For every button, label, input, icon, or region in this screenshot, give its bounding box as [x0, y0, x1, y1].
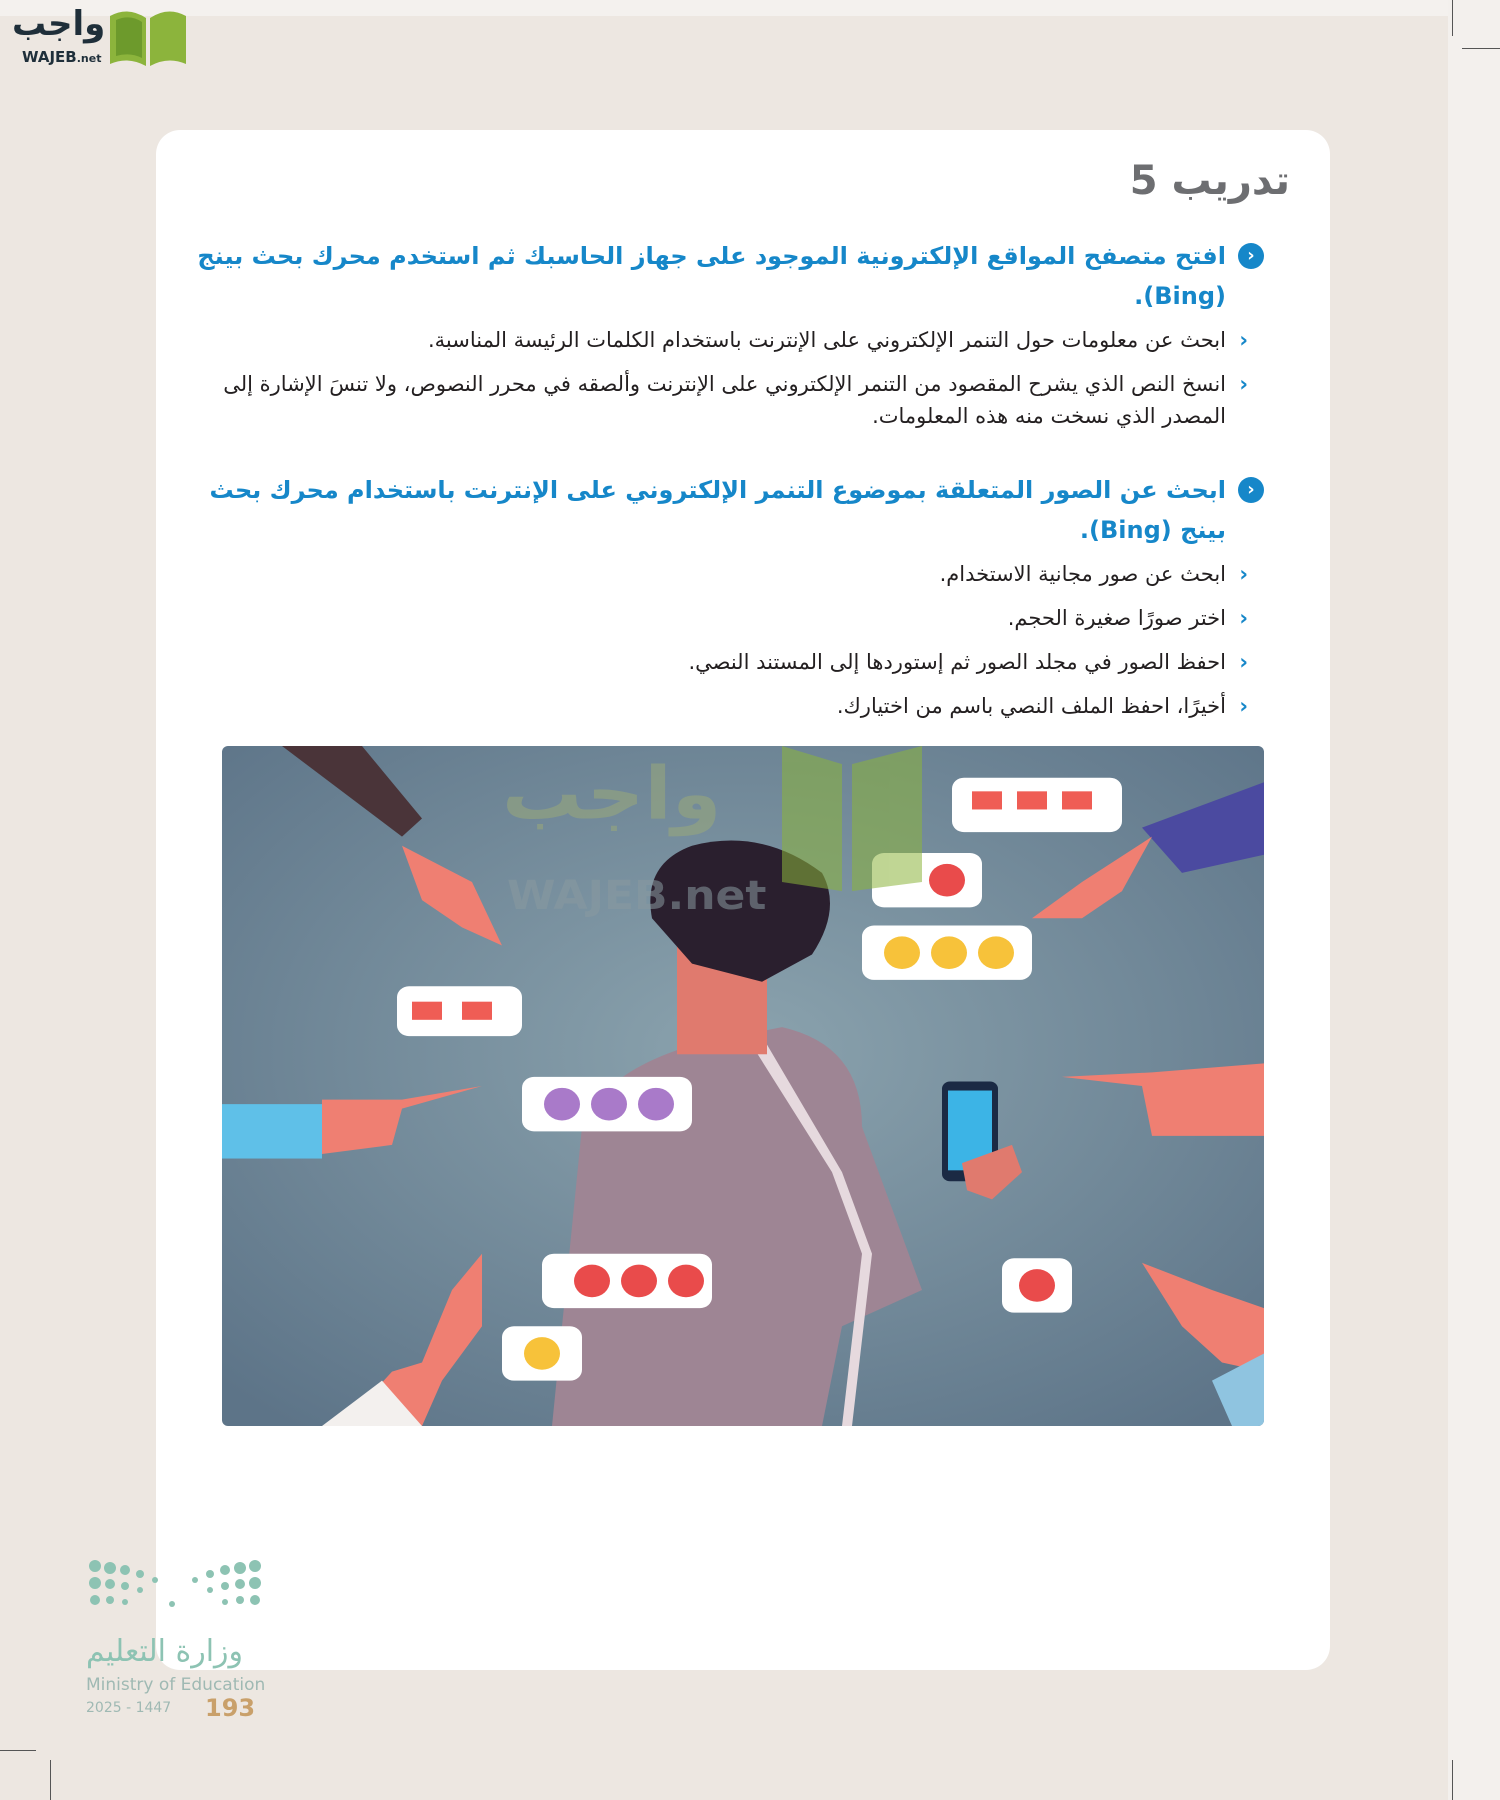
- crop-mark: [1452, 0, 1453, 36]
- chevron-icon: ‹: [1239, 650, 1248, 674]
- crop-mark: [1452, 1760, 1453, 1800]
- ministry-arabic: وزارة التعليم: [86, 1634, 244, 1669]
- chevron-icon: ‹: [1239, 606, 1248, 630]
- step-1-bullet: ‹ انسخ النص الذي يشرح المقصود من التنمر الإلكتروني على الإنترنت وألصقه في محرر النصوص، ولا تنسَ الإشارة إلى المصدر الذي نسخت منه هذه المعلومات.: [184, 368, 1264, 432]
- logo-latin: WAJEB.net: [22, 48, 102, 66]
- crop-mark: [0, 1750, 36, 1751]
- right-margin: [1448, 0, 1500, 1800]
- logo-arabic: واجب: [12, 4, 106, 44]
- crop-mark: [50, 1760, 51, 1800]
- exercise-card: [156, 130, 1330, 1670]
- ministry-english: Ministry of Education: [86, 1675, 266, 1695]
- book-icon: [106, 6, 190, 68]
- instructions: [184, 236, 1264, 722]
- crop-mark: [1462, 48, 1500, 49]
- page-number: 193: [205, 1694, 256, 1722]
- chevron-circle-icon: ‹: [1238, 243, 1264, 269]
- step-2-bullet: ‹ اختر صورًا صغيرة الحجم.: [184, 602, 1264, 634]
- ministry-year: 2025 - 1447: [86, 1700, 172, 1716]
- step-2-bullet: ‹ احفظ الصور في مجلد الصور ثم إستوردها إلى المستند النصي.: [184, 646, 1264, 678]
- watermark-latin: WAJEB.net: [506, 872, 767, 919]
- chevron-circle-icon: ‹: [1238, 477, 1264, 503]
- chevron-icon: ‹: [1239, 694, 1248, 718]
- chevron-icon: ‹: [1239, 562, 1248, 586]
- step-2-bullet: ‹ ابحث عن صور مجانية الاستخدام.: [184, 558, 1264, 590]
- watermark-arabic: واجب: [501, 752, 722, 837]
- step-1-heading: ‹ افتح متصفح المواقع الإلكترونية الموجود على جهاز الحاسبك ثم استخدم محرك بحث بينج (Bing).: [184, 236, 1264, 316]
- step-2-bullet: ‹ أخيرًا، احفظ الملف النصي باسم من اختيارك.: [184, 690, 1264, 722]
- chevron-icon: ‹: [1239, 328, 1248, 352]
- exercise-title: تدريب 5: [1129, 158, 1290, 204]
- chevron-icon: ‹: [1239, 372, 1248, 396]
- ministry-dots-icon: [80, 1556, 270, 1626]
- step-1-bullet: ‹ ابحث عن معلومات حول التنمر الإلكتروني على الإنترنت باستخدام الكلمات الرئيسة المناسبة.: [184, 324, 1264, 356]
- step-2-heading: ‹ ابحث عن الصور المتعلقة بموضوع التنمر الإلكتروني على الإنترنت باستخدام محرك بحث بينج (Bing).: [184, 470, 1264, 550]
- top-margin: [0, 0, 1500, 16]
- cyberbullying-illustration: [222, 746, 1264, 1426]
- wajeb-logo: [10, 4, 190, 70]
